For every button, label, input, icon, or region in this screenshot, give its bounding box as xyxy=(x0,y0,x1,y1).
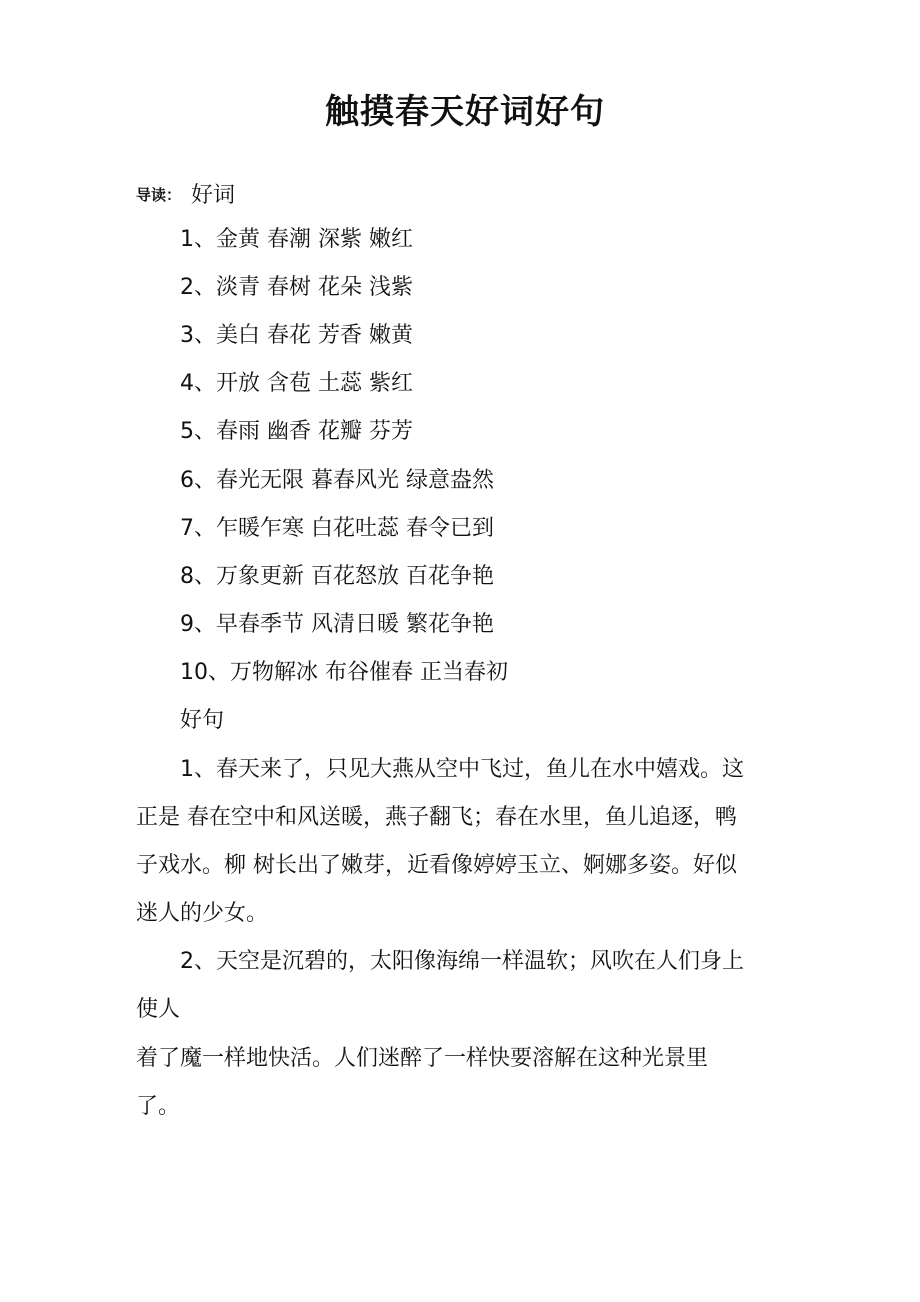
sentence-line: 使人 xyxy=(136,997,181,1022)
word-row: 1、金黄 春潮 深紫 嫩红 xyxy=(180,227,413,252)
word-row: 5、春雨 幽香 花瓣 芬芳 xyxy=(180,419,413,444)
sentence-line: 2、天空是沉碧的，太阳像海绵一样温软；风吹在人们身上 xyxy=(180,949,744,974)
sentence-line: 迷人的少女。 xyxy=(136,901,269,926)
word-row: 10、万物解冰 布谷催春 正当春初 xyxy=(180,660,508,685)
sentence-line: 了。 xyxy=(136,1094,181,1119)
word-row: 8、万象更新 百花怒放 百花争艳 xyxy=(180,564,494,589)
page-title: 触摸春天好词好句 xyxy=(325,92,605,132)
sentences-heading: 好句 xyxy=(180,708,225,733)
intro-label: 导读： xyxy=(136,186,182,204)
word-row: 2、淡青 春树 花朵 浅紫 xyxy=(180,275,413,300)
sentence-line: 1、春天来了，只见大燕从空中飞过，鱼儿在水中嬉戏。这 xyxy=(180,757,744,782)
word-row: 9、早春季节 风清日暖 繁花争艳 xyxy=(180,612,494,637)
sentence-line: 着了魔一样地快活。人们迷醉了一样快要溶解在这种光景里 xyxy=(136,1046,709,1071)
word-row: 6、春光无限 暮春风光 绿意盎然 xyxy=(180,468,494,493)
sentence-line: 子戏水。柳 树长出了嫩芽，近看像婷婷玉立、婀娜多姿。好似 xyxy=(136,853,737,878)
intro-line xyxy=(136,180,235,211)
word-row: 3、美白 春花 芳香 嫩黄 xyxy=(180,323,413,348)
word-row: 7、乍暖乍寒 白花吐蕊 春令已到 xyxy=(180,516,494,541)
word-row: 4、开放 含苞 土蕊 紫红 xyxy=(180,371,413,396)
sentence-line: 正是 春在空中和风送暖，燕子翻飞；春在水里，鱼儿追逐，鸭 xyxy=(136,805,737,830)
words-heading: 好词 xyxy=(191,183,236,208)
